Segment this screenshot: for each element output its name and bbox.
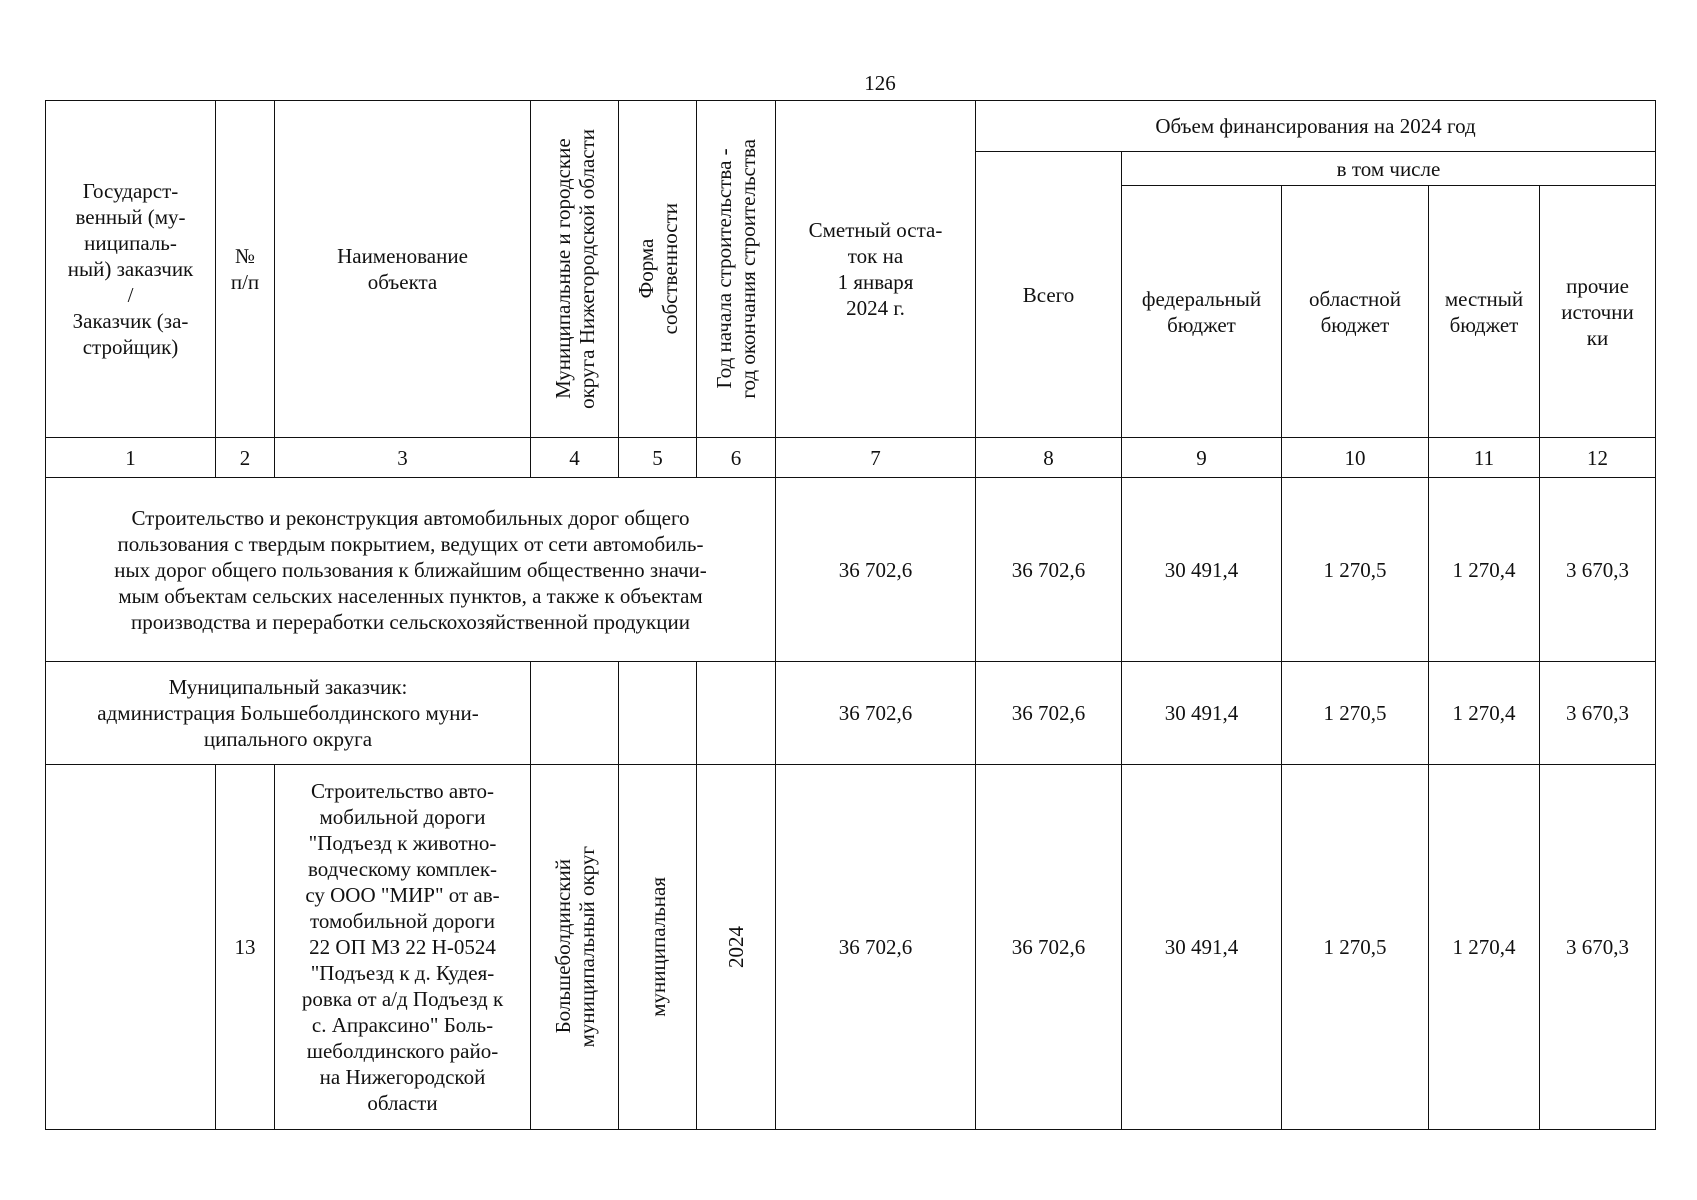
column-number: 5 bbox=[619, 438, 697, 478]
header-other: прочие источни ки bbox=[1540, 186, 1656, 438]
customer-local: 1 270,4 bbox=[1429, 662, 1540, 765]
header-years: Год начала строительства - год окончания строительства bbox=[697, 101, 776, 438]
object-local: 1 270,4 bbox=[1429, 765, 1540, 1130]
column-number: 6 bbox=[697, 438, 776, 478]
customer-total: 36 702,6 bbox=[976, 662, 1122, 765]
header-regional: областной бюджет bbox=[1282, 186, 1429, 438]
object-estimated-balance: 36 702,6 bbox=[776, 765, 976, 1130]
column-number: 12 bbox=[1540, 438, 1656, 478]
column-number: 8 bbox=[976, 438, 1122, 478]
column-number: 10 bbox=[1282, 438, 1429, 478]
column-number: 3 bbox=[275, 438, 531, 478]
object-customer-empty bbox=[46, 765, 216, 1130]
object-total: 36 702,6 bbox=[976, 765, 1122, 1130]
customer-title: Муниципальный заказчик: администрация Большеболдинского муни- ципального округа bbox=[46, 662, 531, 765]
column-number: 9 bbox=[1122, 438, 1282, 478]
column-number: 1 bbox=[46, 438, 216, 478]
column-numbers-row bbox=[46, 438, 1656, 478]
customer-ownership-empty bbox=[619, 662, 697, 765]
column-number: 11 bbox=[1429, 438, 1540, 478]
customer-federal: 30 491,4 bbox=[1122, 662, 1282, 765]
header-ownership: Форма собственности bbox=[619, 101, 697, 438]
header-object-name: Наименование объекта bbox=[275, 101, 531, 438]
funding-table bbox=[45, 100, 1656, 1130]
header-number: № п/п bbox=[216, 101, 275, 438]
column-number: 4 bbox=[531, 438, 619, 478]
object-federal: 30 491,4 bbox=[1122, 765, 1282, 1130]
header-including: в том числе bbox=[1122, 152, 1656, 186]
header-funding-group: Объем финансирования на 2024 год bbox=[976, 101, 1656, 152]
object-municipality: Большеболдинский муниципальный округ bbox=[531, 765, 619, 1130]
object-name: Строительство авто- мобильной дороги "Подъезд к животно- водческому комплек- су ООО "МИР" от ав- томобильной дороги 22 ОП МЗ 22 Н-0524 "Подъезд к д. Кудея- ровка от а/д Подъезд к с. Апраксино" Боль- шеболдинского райо- на Нижегородской области bbox=[275, 765, 531, 1130]
section-row bbox=[46, 478, 1656, 662]
header-municipalities: Муниципальные и городские округа Нижегородской области bbox=[531, 101, 619, 438]
section-title: Строительство и реконструкция автомобильных дорог общего пользования с твердым покрытием, ведущих от сети автомобиль- ных дорог общего пользования к ближайшим общественно значи- мым объектам сельских населенных пунктов, а также к объектам производства и переработки сельскохозяйственной продукции bbox=[46, 478, 776, 662]
section-local: 1 270,4 bbox=[1429, 478, 1540, 662]
customer-other: 3 670,3 bbox=[1540, 662, 1656, 765]
page-number: 126 bbox=[864, 71, 896, 95]
header-federal: федеральный бюджет bbox=[1122, 186, 1282, 438]
object-regional: 1 270,5 bbox=[1282, 765, 1429, 1130]
object-row bbox=[46, 765, 1656, 1130]
section-other: 3 670,3 bbox=[1540, 478, 1656, 662]
header-customer: Государст- венный (му- ниципаль- ный) заказчик / Заказчик (за- стройщик) bbox=[46, 101, 216, 438]
object-other: 3 670,3 bbox=[1540, 765, 1656, 1130]
customer-regional: 1 270,5 bbox=[1282, 662, 1429, 765]
header-local: местный бюджет bbox=[1429, 186, 1540, 438]
customer-row bbox=[46, 662, 1656, 765]
header-total: Всего bbox=[976, 152, 1122, 438]
object-number: 13 bbox=[216, 765, 275, 1130]
customer-municipality-empty bbox=[531, 662, 619, 765]
section-total: 36 702,6 bbox=[976, 478, 1122, 662]
section-regional: 1 270,5 bbox=[1282, 478, 1429, 662]
customer-estimated-balance: 36 702,6 bbox=[776, 662, 976, 765]
column-number: 2 bbox=[216, 438, 275, 478]
section-federal: 30 491,4 bbox=[1122, 478, 1282, 662]
column-number: 7 bbox=[776, 438, 976, 478]
header-row-1 bbox=[46, 101, 1656, 152]
object-years: 2024 bbox=[697, 765, 776, 1130]
section-estimated-balance: 36 702,6 bbox=[776, 478, 976, 662]
customer-years-empty bbox=[697, 662, 776, 765]
object-ownership: муниципальная bbox=[619, 765, 697, 1130]
header-estimated-balance: Сметный оста- ток на 1 января 2024 г. bbox=[776, 101, 976, 438]
